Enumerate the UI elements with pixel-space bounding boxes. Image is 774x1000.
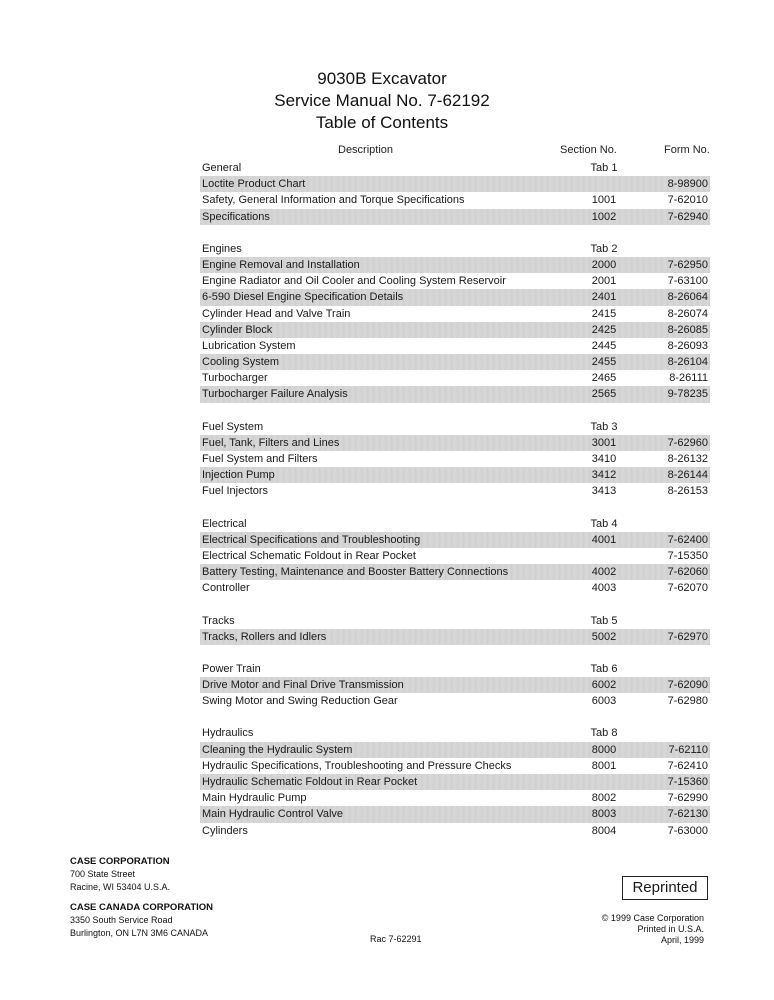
toc-group-header (200, 725, 710, 741)
toc-section-number: 8003 (591, 808, 617, 821)
toc-description: Engine Removal and Installation (202, 258, 360, 271)
toc-form-number: 8-26085 (667, 323, 708, 336)
toc-description: Main Hydraulic Control Valve (202, 808, 344, 821)
toc-group-header (200, 241, 710, 257)
toc-section-number: 2001 (591, 275, 617, 288)
toc-form-number: 7-63000 (667, 824, 708, 837)
toc-row (200, 322, 710, 338)
group-spacer (200, 225, 710, 241)
tab-label: Tab 1 (590, 162, 618, 174)
printed-in-text: Printed in U.S.A. (637, 924, 704, 934)
toc-form-number: 8-26132 (667, 453, 708, 465)
toc-row (200, 693, 710, 709)
toc-section-number: 2415 (591, 307, 617, 320)
group-spacer (200, 709, 710, 725)
group-name: Tracks (202, 614, 235, 627)
toc-form-number: 7-15350 (667, 549, 708, 562)
toc-section-number: 4002 (591, 566, 617, 579)
group-name: Power Train (202, 662, 261, 675)
title-line-manual-number: Service Manual No. 7-62192 (274, 91, 490, 110)
toc-section-number: 4003 (591, 582, 617, 595)
address-line: 700 State Street (70, 869, 136, 879)
toc-description: Electrical Specifications and Troubleshooting (202, 533, 421, 546)
toc-section-number: 1001 (591, 194, 617, 207)
toc-description: Drive Motor and Final Drive Transmission (202, 679, 404, 692)
toc-row (200, 289, 710, 305)
toc-row (200, 176, 710, 192)
address-line: 3350 South Service Road (70, 915, 173, 925)
toc-description: Specifications (202, 210, 270, 223)
toc-description: Fuel System and Filters (202, 453, 318, 465)
toc-section-number: 8002 (591, 792, 617, 805)
toc-row (200, 677, 710, 693)
toc-description: Loctite Product Chart (202, 178, 306, 191)
toc-row (200, 790, 710, 806)
tab-label: Tab 4 (590, 517, 618, 530)
toc-description: Turbocharger (202, 372, 268, 385)
header-description: Description (338, 144, 394, 156)
toc-description: Electrical Schematic Foldout in Rear Pocket (202, 549, 416, 562)
toc-form-number: 7-62090 (667, 679, 708, 692)
toc-form-number: 8-26111 (669, 372, 708, 385)
toc-group-header (200, 516, 710, 532)
company-name: CASE CANADA CORPORATION (70, 902, 214, 913)
toc-form-number: 7-62400 (667, 533, 708, 546)
toc-section-number: 2401 (591, 291, 617, 304)
toc-group-header (200, 160, 710, 176)
toc-section-number: 8004 (591, 824, 617, 837)
group-name: Engines (202, 242, 242, 255)
address-line: Burlington, ON L7N 3M6 CANADA (70, 928, 209, 938)
toc-row (200, 257, 710, 273)
toc-description: Turbocharger Failure Analysis (202, 388, 348, 401)
address-line: Racine, WI 53404 U.S.A. (70, 882, 171, 892)
toc-form-number: 7-15360 (667, 776, 708, 788)
toc-description: Tracks, Rollers and Idlers (202, 630, 327, 643)
toc-form-number: 7-62070 (667, 582, 708, 595)
toc-form-number: 7-62950 (667, 258, 708, 271)
toc-form-number: 8-26093 (667, 339, 708, 352)
toc-row (200, 306, 710, 322)
toc-section-number: 3412 (591, 469, 617, 482)
toc-row (200, 774, 710, 790)
toc-form-number: 8-26074 (667, 307, 708, 320)
toc-form-number: 7-62990 (667, 792, 708, 805)
group-name: General (202, 162, 242, 174)
case-corporation-address (70, 855, 170, 894)
toc-row (200, 629, 710, 645)
tab-label: Tab 5 (590, 614, 618, 627)
toc-description: Engine Radiator and Oil Cooler and Cooling System Reservoir (202, 275, 506, 288)
toc-section-number: 2455 (591, 356, 617, 369)
toc-form-number: 7-62960 (667, 436, 708, 449)
toc-group-header (200, 661, 710, 677)
toc-description: Controller (202, 582, 250, 595)
toc-description: Cylinders (202, 824, 248, 837)
toc-group-header (200, 613, 710, 629)
toc-row (200, 580, 710, 596)
toc-form-number: 7-62110 (668, 743, 708, 756)
toc-row (200, 386, 710, 402)
toc-description: Fuel Injectors (202, 485, 269, 498)
toc-form-number: 7-62060 (667, 566, 708, 579)
toc-description: Cooling System (202, 356, 280, 369)
toc-form-number: 7-63100 (667, 275, 708, 288)
company-name: CASE CORPORATION (70, 856, 170, 867)
toc-form-number: 8-26104 (667, 356, 708, 369)
toc-form-number: 7-62130 (667, 808, 708, 821)
toc-row (200, 192, 710, 208)
toc-section-number: 5002 (591, 630, 617, 643)
toc-form-number: 8-26064 (667, 291, 708, 304)
toc-form-number: 8-98900 (667, 178, 708, 191)
toc-row (200, 273, 710, 289)
toc-row (200, 467, 710, 483)
toc-row (200, 742, 710, 758)
toc-form-number: 9-78235 (667, 388, 708, 401)
toc-section-number: 1002 (591, 210, 617, 223)
group-spacer (200, 500, 710, 516)
header-section: Section No. (560, 144, 617, 156)
toc-row (200, 564, 710, 580)
toc-description: Fuel, Tank, Filters and Lines (202, 436, 340, 449)
toc-section-number: 3001 (591, 436, 617, 449)
toc-form-number: 7-62980 (667, 695, 708, 708)
toc-section-number: 4001 (591, 533, 617, 546)
toc-row (200, 758, 710, 774)
title-line-model: 9030B Excavator (317, 69, 447, 88)
toc-row (200, 532, 710, 548)
toc-section-number: 2465 (591, 372, 617, 385)
toc-description: Cylinder Head and Valve Train (202, 307, 351, 320)
toc-form-number: 7-62010 (667, 194, 708, 207)
toc-section-number: 2565 (591, 388, 617, 401)
toc-description: Hydraulic Schematic Foldout in Rear Pocket (202, 776, 418, 788)
toc-form-number: 7-62970 (667, 630, 708, 643)
toc-row (200, 209, 710, 225)
group-spacer (200, 597, 710, 613)
document-title (0, 68, 774, 134)
table-of-contents (200, 160, 710, 839)
toc-section-number: 2000 (591, 258, 617, 271)
toc-description: Hydraulic Specifications, Troubleshooting and Pressure Checks (202, 759, 512, 772)
toc-description: Cylinder Block (202, 323, 273, 336)
toc-row (200, 823, 710, 839)
case-canada-address (70, 901, 213, 940)
toc-row (200, 338, 710, 354)
copyright-block (602, 913, 704, 946)
toc-section-number: 3410 (591, 453, 617, 465)
toc-description: Battery Testing, Maintenance and Booster Battery Connections (202, 566, 509, 579)
tab-label: Tab 2 (590, 242, 618, 255)
toc-row (200, 806, 710, 822)
toc-row (200, 354, 710, 370)
tab-label: Tab 3 (590, 420, 618, 433)
rac-number: Rac 7-62291 (370, 934, 422, 944)
toc-group-header (200, 419, 710, 435)
tab-label: Tab 8 (590, 727, 618, 740)
toc-description: Injection Pump (202, 469, 275, 482)
header-form: Form No. (664, 144, 710, 156)
toc-form-number: 8-26144 (667, 469, 708, 482)
toc-row (200, 548, 710, 564)
toc-description: Swing Motor and Swing Reduction Gear (202, 695, 398, 708)
group-spacer (200, 645, 710, 661)
toc-row (200, 435, 710, 451)
toc-form-number: 7-62410 (667, 759, 708, 772)
toc-description: Safety, General Information and Torque Specifications (202, 194, 465, 207)
toc-row (200, 451, 710, 467)
toc-form-number: 8-26153 (667, 485, 708, 498)
toc-description: Cleaning the Hydraulic System (202, 743, 353, 756)
group-spacer (200, 403, 710, 419)
toc-form-number: 7-62940 (667, 210, 708, 223)
toc-section-number: 2425 (591, 323, 617, 336)
toc-description: 6-590 Diesel Engine Specification Details (202, 291, 404, 304)
title-line-toc: Table of Contents (315, 113, 449, 132)
group-name: Fuel System (202, 420, 264, 433)
toc-row (200, 483, 710, 499)
toc-row (200, 370, 710, 386)
group-name: Electrical (202, 517, 247, 530)
toc-section-number: 6002 (591, 679, 617, 692)
tab-label: Tab 6 (590, 662, 618, 675)
copyright-text: © 1999 Case Corporation (601, 913, 704, 923)
print-date: April, 1999 (660, 935, 704, 945)
toc-section-number: 3413 (591, 485, 617, 498)
group-name: Hydraulics (202, 727, 254, 740)
toc-description: Lubrication System (202, 339, 296, 352)
toc-section-number: 8001 (591, 759, 617, 772)
toc-description: Main Hydraulic Pump (202, 792, 307, 805)
toc-section-number: 2445 (591, 339, 617, 352)
reprinted-stamp: Reprinted (622, 876, 708, 900)
toc-section-number: 8000 (591, 743, 617, 756)
toc-section-number: 6003 (591, 695, 617, 708)
